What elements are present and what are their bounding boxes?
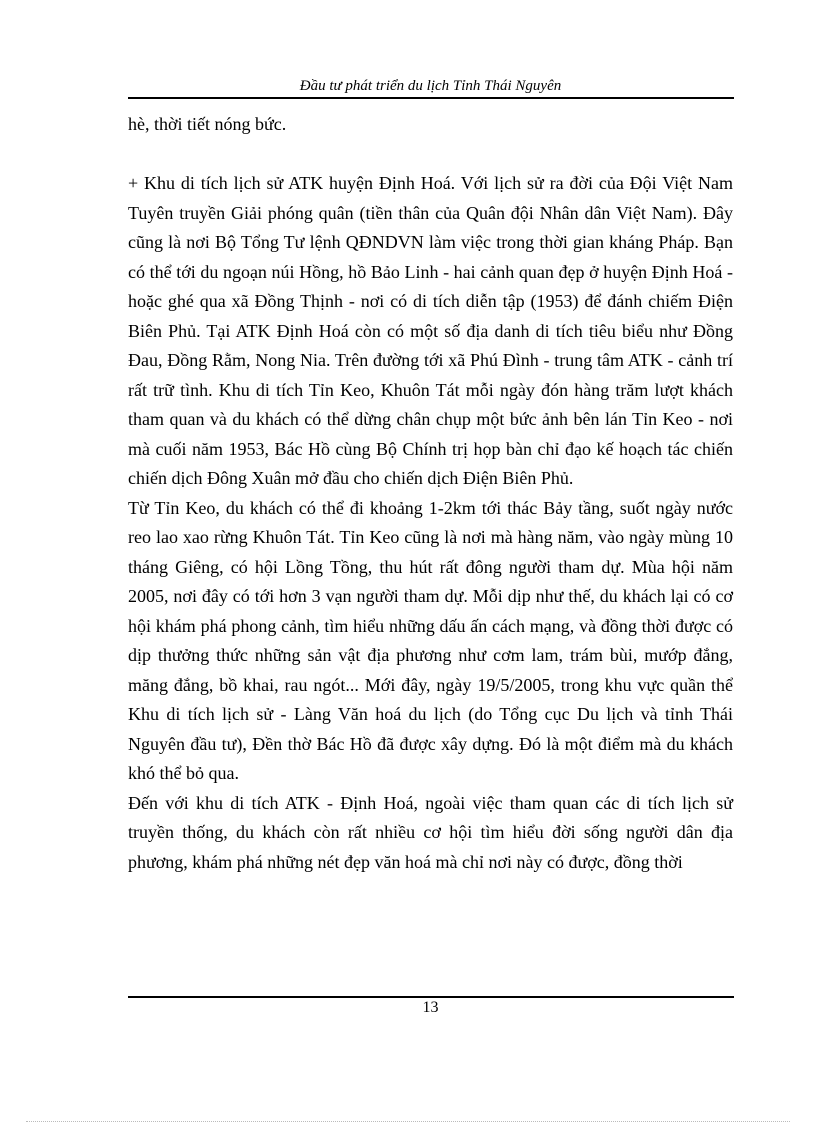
page-bottom-edge bbox=[26, 1121, 790, 1122]
paragraph-visit-atk: Đến với khu di tích ATK - Định Hoá, ngoài việc tham quan các di tích lịch sử truyền thống, du khách còn rất nhiều cơ hội tìm hiểu đời sống người dân địa phương, khám phá những nét đẹp văn hoá mà chỉ nơi này có được, đồng thời bbox=[128, 792, 733, 872]
paragraph-atk-dinh-hoa: + Khu di tích lịch sử ATK huyện Định Hoá. Với lịch sử ra đời của Đội Việt Nam Tuyên truyền Giải phóng quân (tiền thân của Quân đội Nhân dân Việt Nam). Đây cũng là nơi Bộ Tổng Tư lệnh QĐNDVN làm việc trong thời gian kháng Pháp. Bạn có thể tới du ngoạn núi Hồng, hồ Bảo Linh - hai cảnh quan đẹp ở huyện Định Hoá - hoặc ghé qua xã Đồng Thịnh - nơi có di tích diễn tập (1953) để đánh chiếm Điện Biên Phủ. Tại ATK Định Hoá còn có một số địa danh di tích tiêu biểu như Đồng Đau, Đồng Rằm, Nong Nia. Trên đường tới xã Phú Đình - trung tâm ATK - cảnh trí rất trữ tình. Khu di tích Tỉn Keo, Khuôn Tát mỗi ngày đón hàng trăm lượt khách tham quan và du khách có thể dừng chân chụp một bức ảnh bên lán Tỉn Keo - nơi mà cuối năm 1953, Bác Hồ cùng Bộ Chính trị họp bàn chỉ đạo kế hoạch tác chiến chiến dịch Đông Xuân mở đầu cho chiến dịch Điện Biên Phủ. bbox=[128, 173, 733, 488]
body-text bbox=[128, 110, 733, 877]
page-number: 13 bbox=[422, 999, 439, 1016]
header-divider bbox=[128, 97, 734, 99]
paragraph-continuation: hè, thời tiết nóng bức. bbox=[128, 114, 287, 134]
running-header-title: Đầu tư phát triển du lịch Tỉnh Thái Nguyên bbox=[299, 78, 562, 94]
paragraph-tin-keo: Từ Tỉn Keo, du khách có thể đi khoảng 1-2km tới thác Bảy tầng, suốt ngày nước reo lao xao rừng Khuôn Tát. Tỉn Keo cũng là nơi mà hàng năm, vào ngày mùng 10 tháng Giêng, có hội Lồng Tồng, thu hút rất đông người tham dự. Mùa hội năm 2005, nơi đây có tới hơn 3 vạn người tham dự. Mỗi dịp như thế, du khách lại có cơ hội khám phá phong cảnh, tìm hiểu những dấu ấn cách mạng, và đồng thời được có dịp thưởng thức những sản vật địa phương như cơm lam, trám bùi, mướp đắng, măng đắng, bồ khai, rau ngót... Mới đây, ngày 19/5/2005, trong khu vực quần thể Khu di tích lịch sử - Làng Văn hoá du lịch (do Tổng cục Du lịch và tỉnh Thái Nguyên đầu tư), Đền thờ Bác Hồ đã được xây dựng. Đó là một điểm mà du khách khó thể bỏ qua. bbox=[128, 497, 733, 783]
